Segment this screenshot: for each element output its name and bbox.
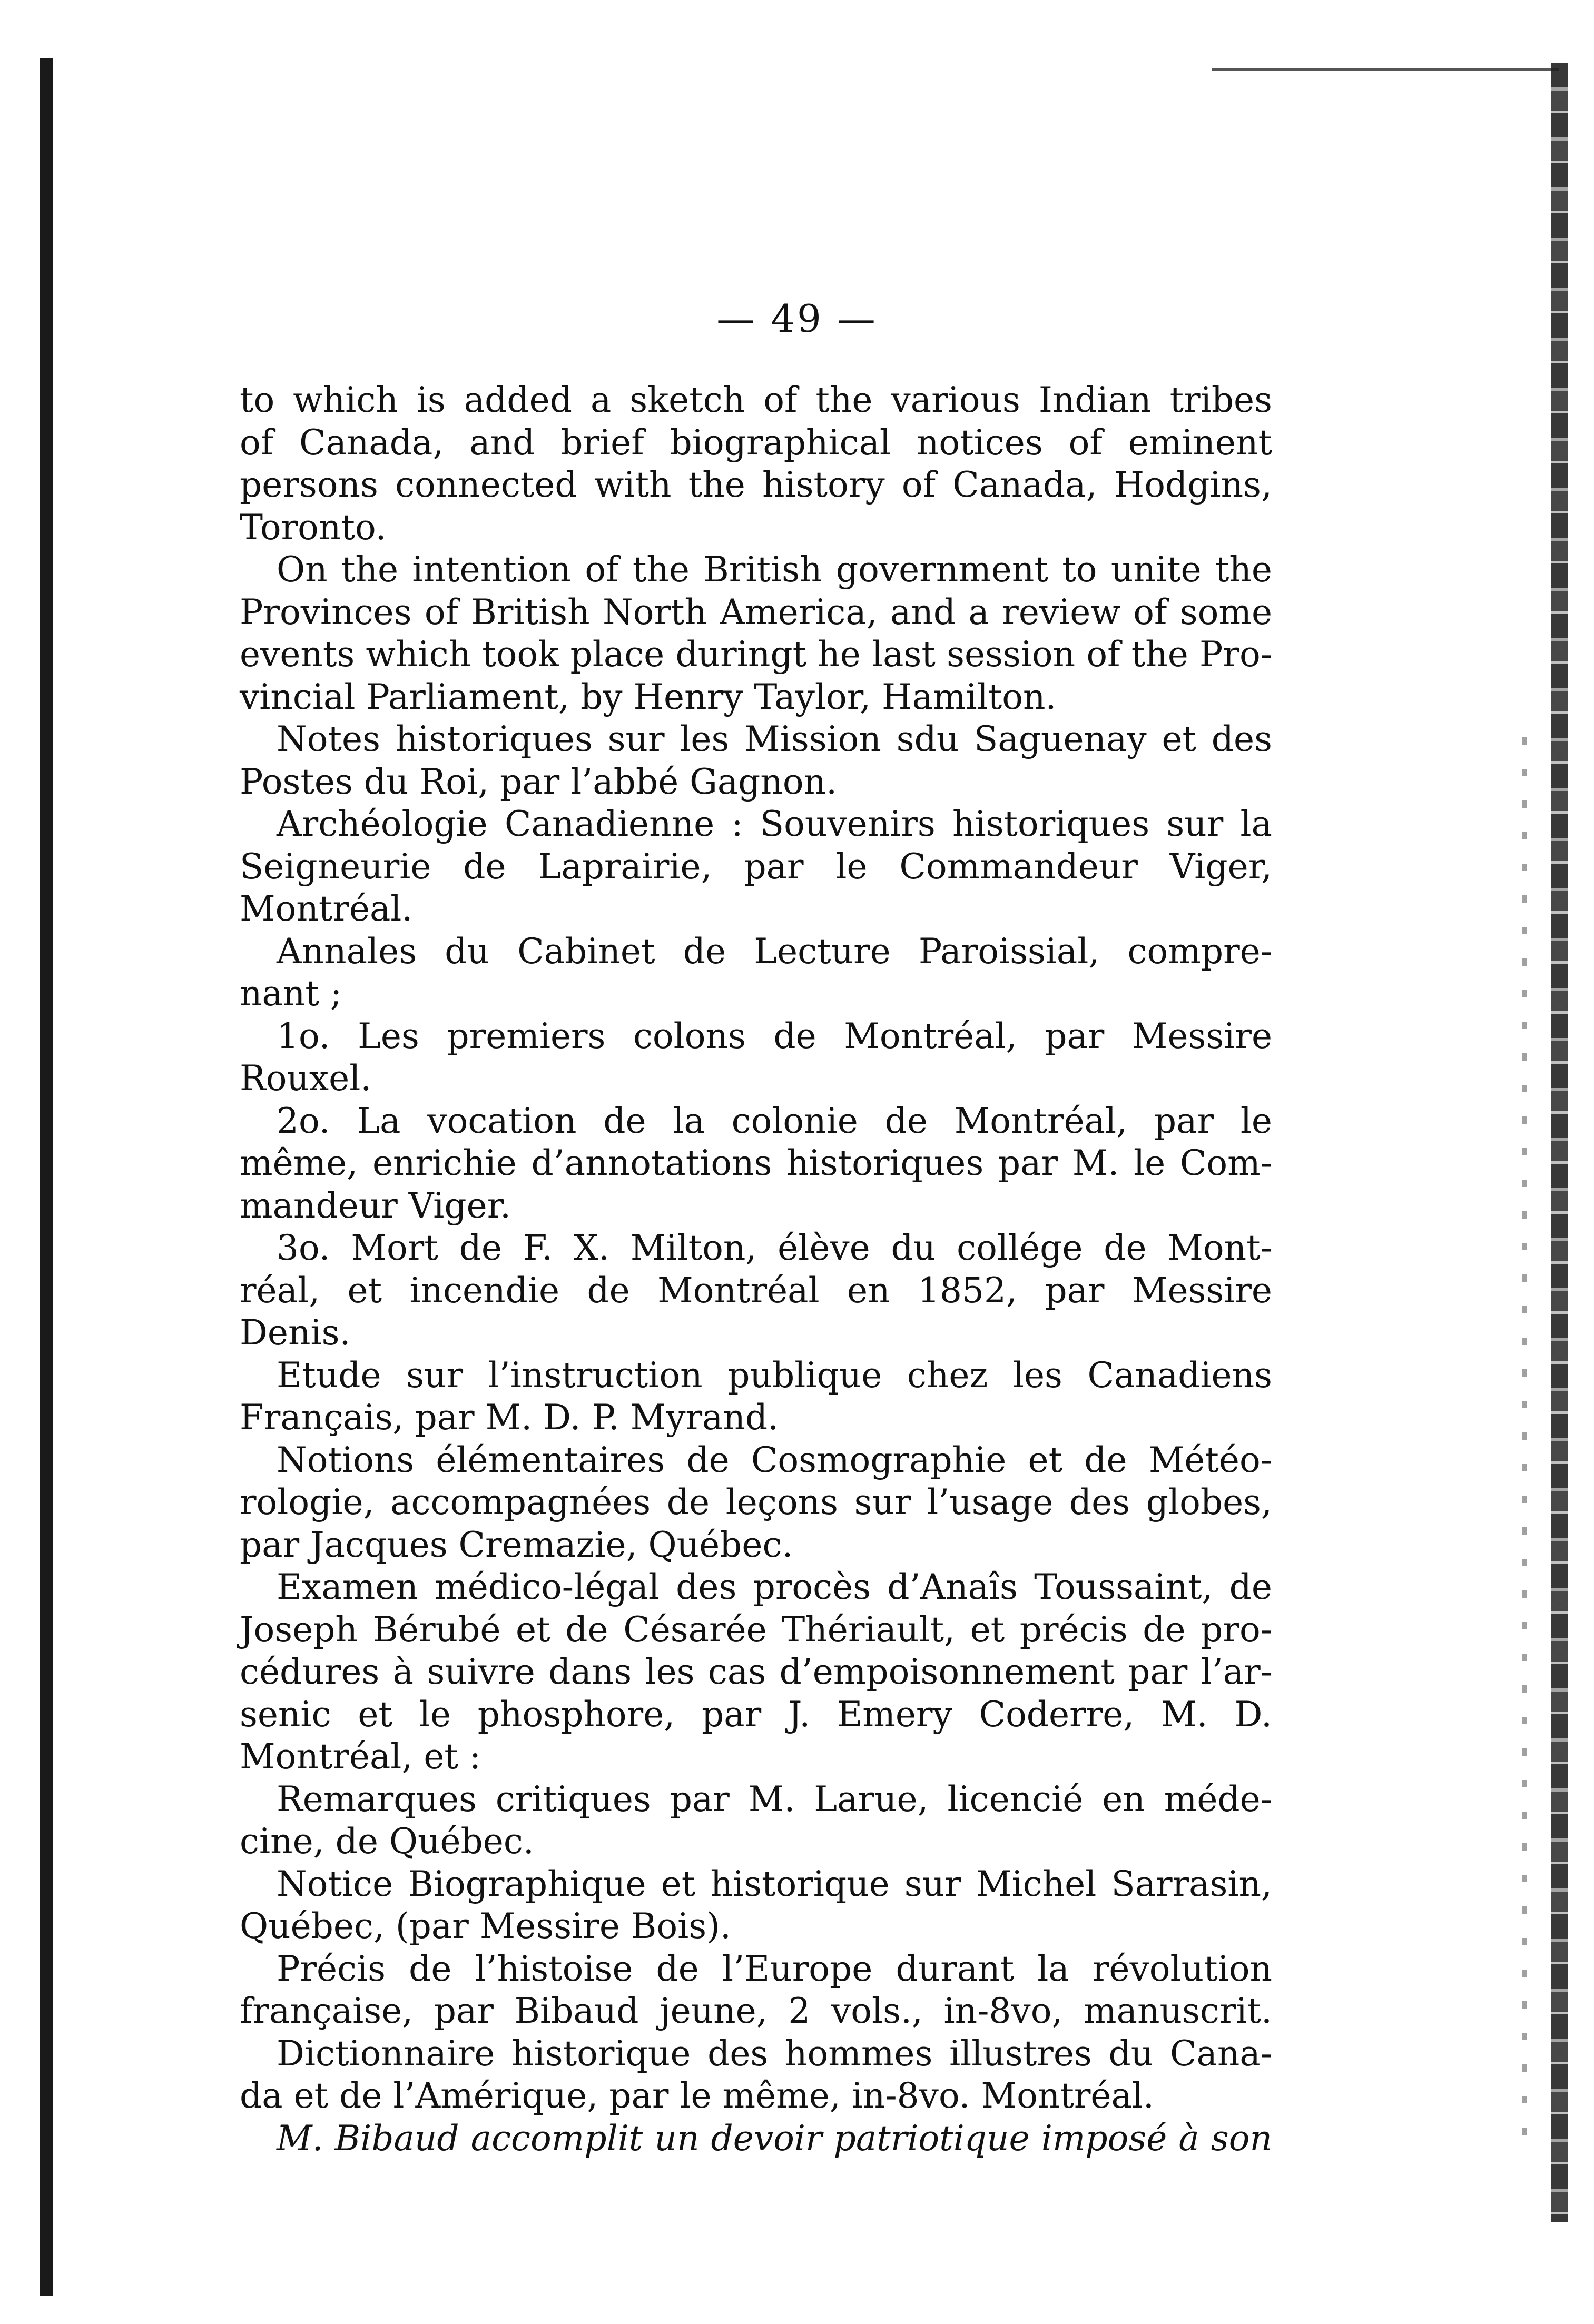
- page-number: — 49 —: [716, 296, 878, 341]
- text-line: persons connected with the history of Canada, Hodgins,: [240, 464, 1272, 505]
- text-line: Annales du Cabinet de Lecture Paroissial, compre-: [277, 931, 1272, 972]
- text-line: senic et le phosphore, par J. Emery Coderre, M. D.: [240, 1694, 1272, 1735]
- text-line: Notes historiques sur les Mission sdu Saguenay et des: [277, 719, 1272, 759]
- text-line: events which took place duringt he last session of the Pro-: [240, 634, 1272, 675]
- text-line: Examen médico-légal des procès d’Anaîs Toussaint, de: [277, 1567, 1272, 1607]
- text-line: Postes du Roi, par l’abbé Gagnon.: [240, 761, 838, 802]
- text-line: Montréal, et :: [240, 1736, 481, 1777]
- text-line: Dictionnaire historique des hommes illustres du Cana-: [277, 2033, 1272, 2074]
- body-text: [240, 379, 1272, 2160]
- text-line: réal, et incendie de Montréal en 1852, par Messire: [240, 1270, 1272, 1311]
- text-line: 2o. La vocation de la colonie de Montréal, par le: [277, 1100, 1272, 1141]
- text-line: da et de l’Amérique, par le même, in-8vo. Montréal.: [240, 2075, 1154, 2116]
- text-line: Toronto.: [240, 507, 387, 548]
- scan-binding-edge-left: [40, 58, 53, 2296]
- text-line: Archéologie Canadienne : Souvenirs historiques sur la: [277, 804, 1272, 844]
- text-line: Notions élémentaires de Cosmographie et de Météo-: [277, 1439, 1272, 1480]
- text-line: cine, de Québec.: [240, 1821, 534, 1862]
- text-line: Joseph Bérubé et de Césarée Thériault, et précis de pro-: [240, 1609, 1272, 1650]
- text-line: M. Bibaud accomplit un devoir patriotique imposé à son: [277, 2118, 1272, 2159]
- text-line: mandeur Viger.: [240, 1185, 511, 1226]
- text-line: Remarques critiques par M. Larue, licencié en méde-: [277, 1778, 1272, 1819]
- scan-binding-edge-right: [1551, 63, 1568, 2222]
- scan-edge-shadow-right: [1522, 737, 1527, 2159]
- text-line: Seigneurie de Laprairie, par le Commandeur Viger,: [240, 846, 1272, 887]
- text-line: rologie, accompagnées de leçons sur l’usage des globes,: [240, 1482, 1272, 1522]
- text-line: Provinces of British North America, and a review of some: [240, 591, 1272, 632]
- text-line: On the intention of the British government to unite the: [277, 549, 1272, 590]
- text-line: Etude sur l’instruction publique chez les Canadiens: [277, 1354, 1272, 1396]
- scan-top-rule: [1212, 68, 1559, 71]
- text-line: même, enrichie d’annotations historiques par M. le Com-: [240, 1143, 1272, 1183]
- text-line: nant ;: [240, 973, 342, 1014]
- text-line: française, par Bibaud jeune, 2 vols., in-8vo, manuscrit.: [240, 1991, 1272, 2031]
- text-line: to which is added a sketch of the various Indian tribes: [240, 380, 1272, 420]
- text-line: Notice Biographique et historique sur Michel Sarrasin,: [277, 1863, 1272, 1904]
- text-line: Français, par M. D. P. Myrand.: [240, 1397, 779, 1438]
- text-line: cédures à suivre dans les cas d’empoisonnement par l’ar-: [240, 1651, 1272, 1692]
- text-line: 1o. Les premiers colons de Montréal, par Messire: [277, 1015, 1272, 1056]
- text-line: 3o. Mort de F. X. Milton, élève du collége de Mont-: [277, 1228, 1272, 1268]
- text-line: Montréal.: [240, 888, 413, 929]
- text-line: Précis de l’histoise de l’Europe durant la révolution: [277, 1948, 1272, 1989]
- text-line: of Canada, and brief biographical notices of eminent: [240, 422, 1272, 463]
- text-line: Québec, (par Messire Bois).: [240, 1906, 731, 1946]
- text-line: par Jacques Cremazie, Québec.: [240, 1524, 793, 1565]
- text-line: Rouxel.: [240, 1058, 372, 1099]
- text-line: vincial Parliament, by Henry Taylor, Hamilton.: [240, 676, 1057, 717]
- text-line: Denis.: [240, 1312, 351, 1353]
